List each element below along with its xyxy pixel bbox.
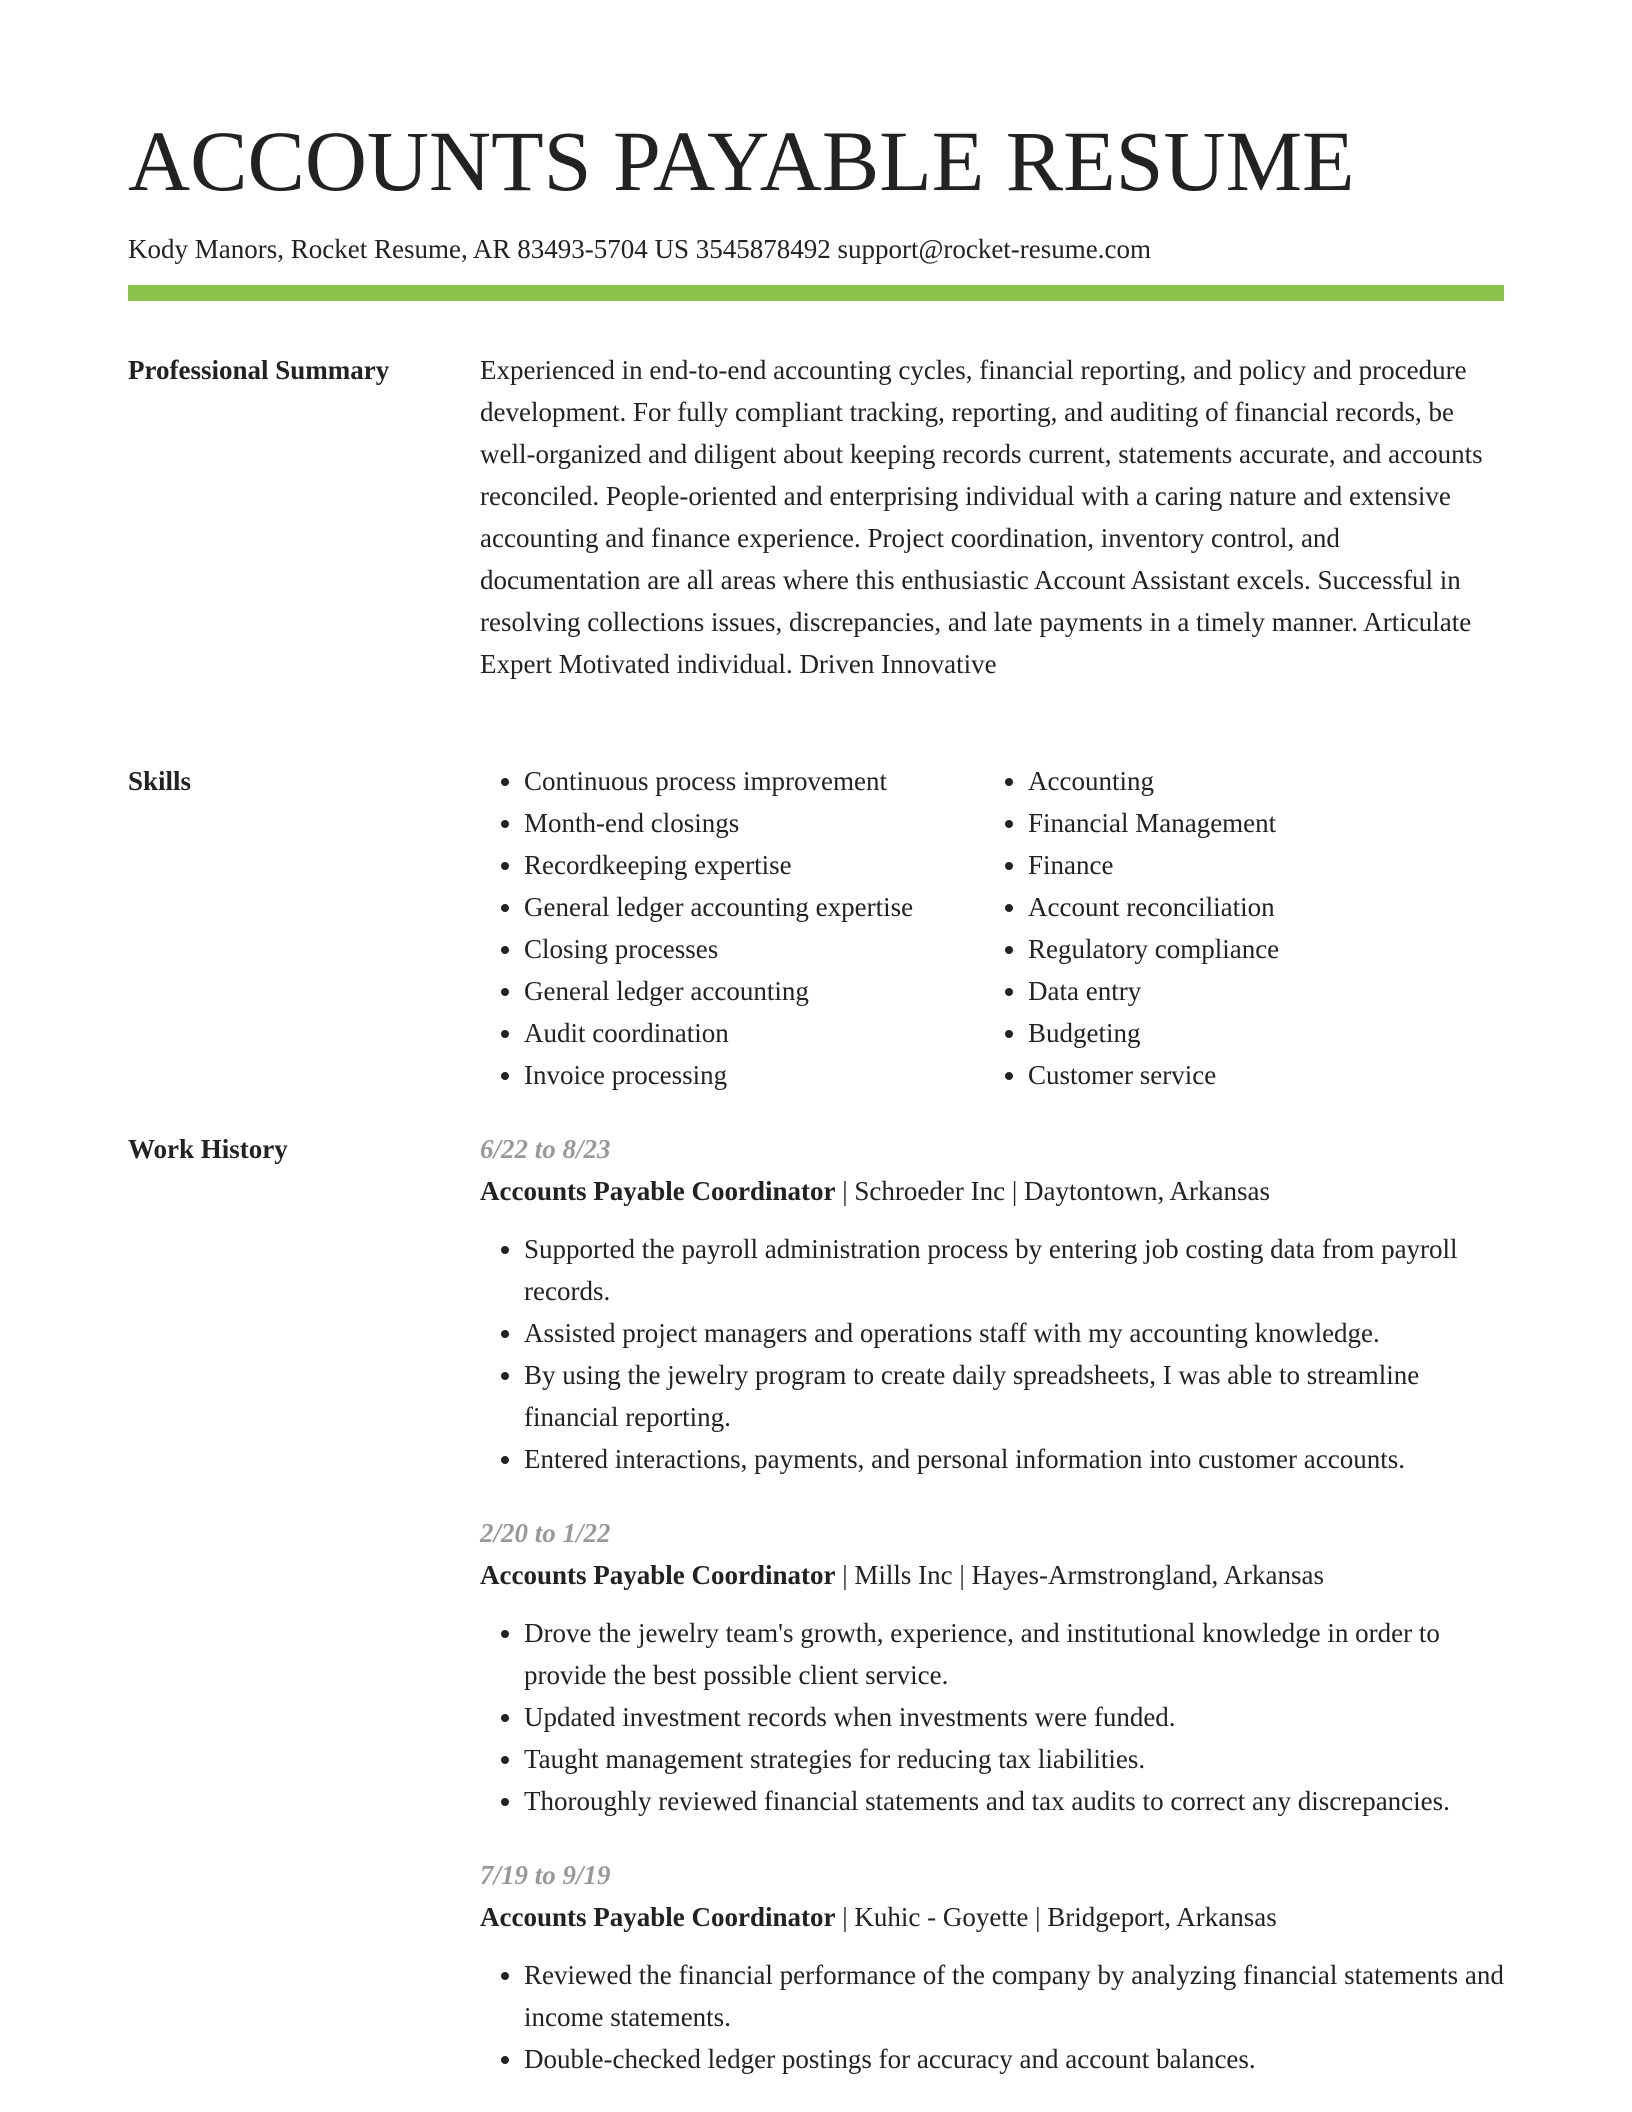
job-company: Kuhic - Goyette [854,1902,1029,1932]
work-history-body [480,1128,1504,2112]
job-bullet: • Supported the payroll administration process by entering job costing data from payroll records. [524,1228,1504,1312]
job-bullet-list [480,1954,1504,2080]
job-title: Accounts Payable Coordinator [480,1560,836,1590]
job-company: Mills Inc [854,1560,953,1590]
skill-item: • Continuous process improvement [524,760,984,802]
skill-item: • Audit coordination [524,1012,984,1054]
job-date: 6/22 to 8/23 [480,1134,611,1164]
skill-item: • Finance [1028,844,1488,886]
skills-columns [480,760,1504,1096]
skills-list-right [984,760,1488,1096]
skill-item: • Regulatory compliance [1028,928,1488,970]
job-bullet: • Assisted project managers and operations staff with my accounting knowledge. [524,1312,1504,1354]
job-entry [480,1128,1504,1480]
skill-item: • Accounting [1028,760,1488,802]
skill-item: • Month-end closings [524,802,984,844]
section-label-summary: Professional Summary [128,355,390,385]
job-bullet: • Double-checked ledger postings for accuracy and account balances. [524,2038,1504,2080]
job-bullet: • Updated investment records when investments were funded. [524,1696,1504,1738]
job-company: Schroeder Inc [854,1176,1006,1206]
skills-body [480,760,1504,1096]
skill-item: • Closing processes [524,928,984,970]
skill-item: • Customer service [1028,1054,1488,1096]
skills-list-left [480,760,984,1096]
section-label-skills: Skills [128,766,192,796]
job-bullet-list [480,1612,1504,1822]
job-location: Bridgeport, Arkansas [1047,1902,1277,1932]
skill-item: • Budgeting [1028,1012,1488,1054]
job-bullet: • Taught management strategies for reducing tax liabilities. [524,1738,1504,1780]
job-title-line [480,1896,1504,1938]
job-title-line [480,1170,1504,1212]
job-bullet-list [480,1228,1504,1480]
job-bullet: • By using the jewelry program to create daily spreadsheets, I was able to streamline financial reporting. [524,1354,1504,1438]
job-separator: | [835,1176,855,1206]
job-bullet: • Thoroughly reviewed financial statements and tax audits to correct any discrepancies. [524,1780,1504,1822]
summary-body [480,349,1504,685]
job-title: Accounts Payable Coordinator [480,1902,836,1932]
job-entry [480,1854,1504,2080]
contact-line: Kody Manors, Rocket Resume, AR 83493-5704 US 3545878492 support@rocket-resume.com [128,234,1151,264]
skill-item: • General ledger accounting expertise [524,886,984,928]
job-location: Hayes-Armstrongland, Arkansas [971,1560,1324,1590]
job-title: Accounts Payable Coordinator [480,1176,836,1206]
skill-item: • Recordkeeping expertise [524,844,984,886]
job-bullet: • Entered interactions, payments, and personal information into customer accounts. [524,1438,1504,1480]
job-separator: | [1028,1902,1048,1932]
job-separator: | [835,1902,855,1932]
job-bullet: • Reviewed the financial performance of the company by analyzing financial statements and income statements. [524,1954,1504,2038]
summary-text: Experienced in end-to-end accounting cycles, financial reporting, and policy and procedure development. For fully compliant tracking, reporting, and auditing of financial records, be well-organized and diligent about keeping records current, statements accurate, and accounts reconciled. People-oriented and enterprising individual with a caring nature and extensive accounting and finance experience. Project coordination, inventory control, and documentation are all areas where this enthusiastic Account Assistant excels. Successful in resolving collections issues, discrepancies, and late payments in a timely manner. Articulate Expert Motivated individual. Driven Innovative [480,355,1483,679]
header-divider [128,285,1504,301]
skill-item: • Account reconciliation [1028,886,1488,928]
job-separator: | [1005,1176,1024,1206]
job-entry [480,1512,1504,1822]
job-separator: | [835,1560,855,1590]
job-title-line [480,1554,1504,1596]
job-separator: | [952,1560,972,1590]
skill-item: • Data entry [1028,970,1488,1012]
job-location: Daytontown, Arkansas [1023,1176,1270,1206]
job-bullet: • Drove the jewelry team's growth, experience, and institutional knowledge in order to provide the best possible client service. [524,1612,1504,1696]
job-date: 7/19 to 9/19 [480,1860,611,1890]
resume-title: ACCOUNTS PAYABLE RESUME [128,113,1355,209]
skill-item: • Invoice processing [524,1054,984,1096]
skill-item: • General ledger accounting [524,970,984,1012]
skill-item: • Financial Management [1028,802,1488,844]
section-label-work-history: Work History [128,1134,288,1164]
job-date: 2/20 to 1/22 [480,1518,611,1548]
